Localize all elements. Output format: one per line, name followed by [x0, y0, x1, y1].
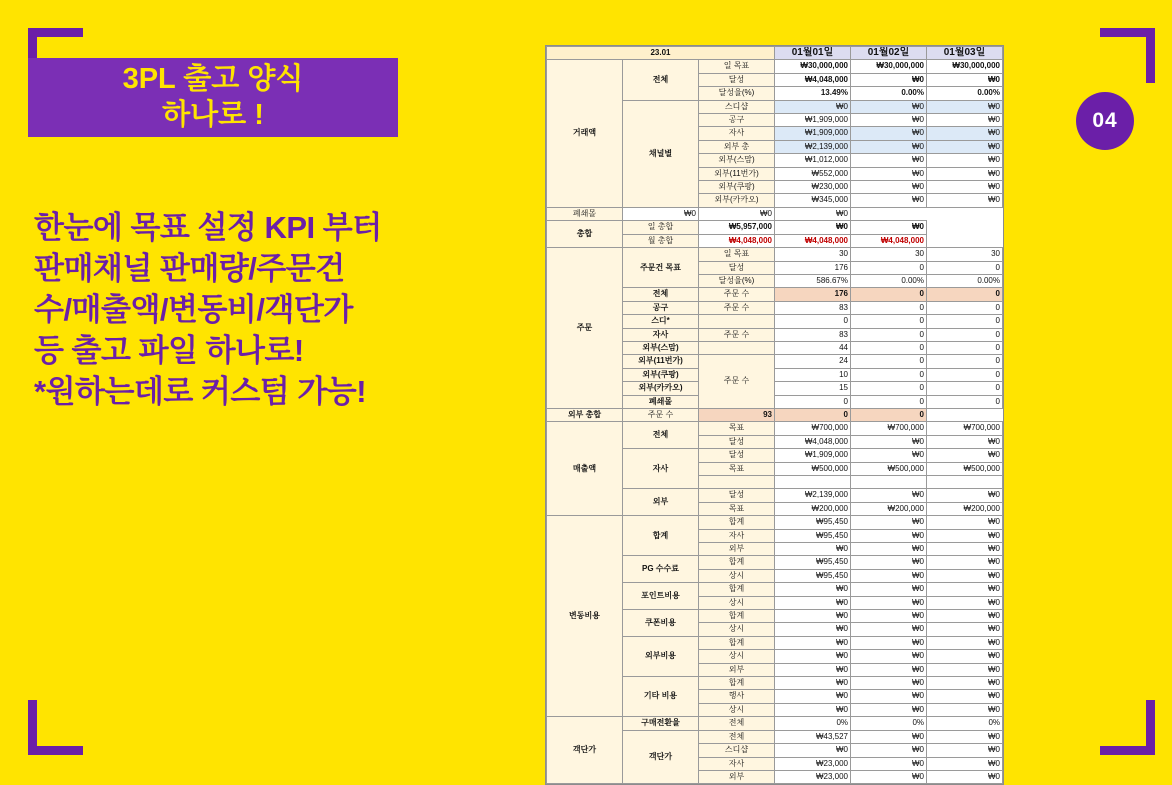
cell-value[interactable]: ₩0 — [927, 636, 1003, 649]
row-item-label: 외부(카카오) — [699, 194, 775, 207]
row-item-label — [699, 315, 775, 328]
cell-value[interactable]: ₩23,000 — [775, 770, 851, 783]
cell-value[interactable]: 0 — [851, 368, 927, 381]
row-subcategory: 채널별 — [623, 100, 699, 207]
row-item-label: 합계 — [699, 677, 775, 690]
row-item-label: 스디샵 — [699, 744, 775, 757]
row-item-label: 공구 — [699, 114, 775, 127]
cell-value[interactable]: ₩0 — [927, 114, 1003, 127]
subtitle-block — [34, 208, 514, 413]
cell-value[interactable]: ₩200,000 — [851, 502, 927, 515]
cell-value[interactable]: ₩0 — [927, 154, 1003, 167]
cell-value[interactable]: 0 — [851, 288, 927, 301]
cell-value[interactable]: ₩0 — [927, 583, 1003, 596]
cell-value[interactable]: 0 — [851, 261, 927, 274]
title-line-1: 3PL 출고 양식 — [122, 63, 304, 96]
cell-value[interactable]: ₩0 — [851, 610, 927, 623]
cell-value[interactable]: 0 — [927, 301, 1003, 314]
cell-value[interactable]: ₩500,000 — [775, 462, 851, 475]
cell-value[interactable]: ₩23,000 — [775, 757, 851, 770]
cell-value[interactable]: 0 — [851, 395, 927, 408]
subtitle-line-2: 판매채널 판매량/주문건 — [34, 250, 345, 286]
cell-value[interactable]: ₩500,000 — [927, 462, 1003, 475]
row-item-label: 외부 — [699, 543, 775, 556]
cell-value[interactable]: ₩0 — [927, 489, 1003, 502]
cell-value[interactable]: ₩30,000,000 — [775, 60, 851, 73]
cell-value[interactable]: ₩0 — [775, 703, 851, 716]
row-item-label: 주문 수 — [699, 355, 775, 409]
row-subcategory: 기타 비용 — [623, 677, 699, 717]
cell-value[interactable]: ₩0 — [851, 690, 927, 703]
cell-value[interactable]: 0 — [851, 341, 927, 354]
cell-value[interactable] — [927, 476, 1003, 489]
subtitle-line-5: *원하는데로 커스텀 가능! — [34, 373, 367, 409]
cell-value[interactable]: ₩0 — [927, 449, 1003, 462]
cell-value[interactable]: ₩95,450 — [775, 556, 851, 569]
row-item-label: 자사 — [699, 127, 775, 140]
cell-value[interactable]: 0 — [775, 395, 851, 408]
cell-value[interactable]: 0 — [927, 315, 1003, 328]
cell-value[interactable]: ₩0 — [927, 543, 1003, 556]
row-item-label: 외부(쿠팡) — [699, 181, 775, 194]
row-subcategory: 자사 — [623, 449, 699, 489]
corner-bracket-top-right — [1100, 28, 1155, 83]
cell-value[interactable]: 10 — [775, 368, 851, 381]
cell-value[interactable]: 0.00% — [927, 274, 1003, 287]
subtitle-line-3: 수/매출액/변동비/객단가 — [34, 291, 353, 327]
cell-value[interactable]: ₩0 — [927, 100, 1003, 113]
row-item-label: 전체 — [699, 717, 775, 730]
cell-value[interactable]: ₩0 — [927, 677, 1003, 690]
cell-value[interactable]: ₩0 — [851, 556, 927, 569]
cell-value[interactable]: 0 — [927, 382, 1003, 395]
cell-value[interactable]: ₩0 — [851, 489, 927, 502]
cell-value[interactable]: ₩200,000 — [775, 502, 851, 515]
cell-value[interactable]: 0 — [851, 315, 927, 328]
cell-value[interactable]: ₩4,048,000 — [775, 234, 851, 247]
row-item-label: 전체 — [699, 730, 775, 743]
cell-value[interactable]: ₩30,000,000 — [927, 60, 1003, 73]
row-item-label: 달성 — [699, 261, 775, 274]
cell-value[interactable]: ₩5,957,000 — [699, 221, 775, 234]
row-item-label: 일 목표 — [699, 60, 775, 73]
cell-value[interactable]: ₩95,450 — [775, 569, 851, 582]
cell-value[interactable]: ₩1,909,000 — [775, 449, 851, 462]
row-category: 매출액 — [547, 422, 623, 516]
cell-value[interactable]: ₩0 — [927, 650, 1003, 663]
row-item-label: 달성 — [699, 449, 775, 462]
title-box — [28, 58, 398, 137]
row-item-label: 달성 — [699, 489, 775, 502]
row-item-label — [699, 476, 775, 489]
cell-value[interactable]: ₩4,048,000 — [775, 73, 851, 86]
cell-value[interactable]: 0 — [927, 368, 1003, 381]
table-row — [547, 60, 1003, 73]
cell-value[interactable]: ₩0 — [927, 703, 1003, 716]
row-subcategory: 포인트비용 — [623, 583, 699, 610]
cell-value[interactable]: ₩4,048,000 — [775, 435, 851, 448]
cell-value[interactable]: ₩1,909,000 — [775, 127, 851, 140]
title-line-2: 하나로 ! — [162, 98, 264, 131]
row-item-label: 합계 — [699, 516, 775, 529]
table-row — [547, 516, 1003, 529]
cell-value[interactable]: ₩0 — [775, 543, 851, 556]
cell-value[interactable]: 0 — [927, 328, 1003, 341]
page-number-badge: 04 — [1076, 92, 1134, 150]
cell-value[interactable]: ₩0 — [851, 677, 927, 690]
cell-value[interactable]: ₩700,000 — [775, 422, 851, 435]
row-subcategory: 스디* — [623, 315, 699, 328]
row-subcategory: 외부 — [623, 489, 699, 516]
cell-value[interactable]: ₩0 — [927, 690, 1003, 703]
cell-value[interactable]: ₩0 — [927, 73, 1003, 86]
cell-value[interactable]: ₩0 — [851, 73, 927, 86]
row-subcategory: 총합 — [547, 221, 623, 248]
table-row — [547, 221, 1003, 234]
cell-value[interactable]: ₩0 — [851, 516, 927, 529]
cell-value[interactable]: ₩30,000,000 — [851, 60, 927, 73]
cell-value[interactable]: 176 — [775, 288, 851, 301]
cell-value[interactable]: ₩0 — [851, 744, 927, 757]
cell-value[interactable]: ₩0 — [851, 583, 927, 596]
row-subcategory: 전체 — [623, 422, 699, 449]
cell-value[interactable]: ₩0 — [851, 569, 927, 582]
kpi-spreadsheet — [545, 45, 1004, 785]
cell-value[interactable]: ₩0 — [851, 221, 927, 234]
column-header-day-2: 01월02일 — [851, 47, 927, 60]
row-item-label: 합계 — [699, 556, 775, 569]
row-item-label: 주문 수 — [699, 288, 775, 301]
row-item-label: 합계 — [699, 583, 775, 596]
cell-value[interactable]: ₩345,000 — [775, 194, 851, 207]
cell-value[interactable]: ₩0 — [775, 610, 851, 623]
cell-value[interactable]: ₩0 — [927, 516, 1003, 529]
cell-value[interactable]: ₩43,527 — [775, 730, 851, 743]
table-row — [547, 717, 1003, 730]
cell-value[interactable]: ₩1,909,000 — [775, 114, 851, 127]
row-subcategory: 폐쇄몰 — [623, 395, 699, 408]
cell-value[interactable]: 30 — [927, 248, 1003, 261]
row-item-label — [699, 341, 775, 354]
cell-value[interactable]: 0.00% — [851, 87, 927, 100]
cell-value[interactable]: 83 — [775, 328, 851, 341]
cell-value[interactable]: 0 — [927, 341, 1003, 354]
cell-value[interactable]: ₩0 — [927, 610, 1003, 623]
cell-value[interactable]: 93 — [699, 408, 775, 421]
cell-value[interactable]: ₩0 — [623, 207, 699, 220]
table-header-row — [547, 47, 1003, 60]
row-item-label: 외부(11번가) — [699, 167, 775, 180]
row-item-label: 상시 — [699, 596, 775, 609]
cell-value[interactable]: ₩0 — [851, 529, 927, 542]
row-item-label: 폐쇄몰 — [547, 207, 623, 220]
cell-value[interactable]: ₩0 — [927, 529, 1003, 542]
cell-value[interactable]: ₩200,000 — [927, 502, 1003, 515]
cell-value[interactable]: 0 — [927, 395, 1003, 408]
cell-value[interactable]: ₩0 — [851, 543, 927, 556]
row-subcategory: PG 수수료 — [623, 556, 699, 583]
cell-value[interactable]: 13.49% — [775, 87, 851, 100]
cell-value[interactable]: ₩0 — [927, 127, 1003, 140]
cell-value[interactable]: ₩0 — [927, 623, 1003, 636]
cell-value[interactable]: ₩0 — [851, 663, 927, 676]
corner-bracket-bottom-left — [28, 700, 83, 755]
cell-value[interactable]: ₩0 — [699, 207, 775, 220]
cell-value[interactable]: ₩0 — [851, 194, 927, 207]
cell-value[interactable]: ₩95,450 — [775, 529, 851, 542]
cell-value[interactable]: ₩230,000 — [775, 181, 851, 194]
cell-value[interactable]: ₩0 — [851, 100, 927, 113]
row-subcategory: 자사 — [623, 328, 699, 341]
cell-value[interactable]: 0 — [851, 382, 927, 395]
row-subcategory: 외부(스맘) — [623, 341, 699, 354]
cell-value[interactable]: ₩0 — [851, 703, 927, 716]
row-item-label: 외부 — [699, 663, 775, 676]
cell-value[interactable]: ₩0 — [927, 435, 1003, 448]
cell-value[interactable]: ₩0 — [927, 770, 1003, 783]
cell-value[interactable]: 176 — [775, 261, 851, 274]
cell-value[interactable]: ₩0 — [775, 221, 851, 234]
cell-value[interactable]: ₩700,000 — [851, 422, 927, 435]
cell-value[interactable]: 0 — [851, 301, 927, 314]
row-subcategory: 전체 — [623, 60, 699, 100]
cell-value[interactable]: ₩0 — [775, 690, 851, 703]
row-item-label: 외부(스맘) — [699, 154, 775, 167]
row-item-label: 스디샵 — [699, 100, 775, 113]
kpi-table — [546, 46, 1003, 784]
cell-value[interactable]: ₩0 — [851, 770, 927, 783]
cell-value[interactable]: ₩0 — [927, 194, 1003, 207]
subtitle-line-4: 등 출고 파일 하나로! — [34, 332, 304, 368]
table-row — [547, 422, 1003, 435]
cell-value[interactable]: ₩0 — [851, 650, 927, 663]
cell-value[interactable]: ₩0 — [775, 744, 851, 757]
row-item-label: 주문 수 — [699, 328, 775, 341]
row-item-label: 달성 — [699, 435, 775, 448]
cell-value[interactable]: ₩0 — [927, 140, 1003, 153]
cell-value[interactable]: 0.00% — [927, 87, 1003, 100]
cell-value[interactable]: ₩0 — [851, 154, 927, 167]
cell-value[interactable]: 0 — [851, 408, 927, 421]
cell-value[interactable]: 0% — [851, 717, 927, 730]
cell-value[interactable]: ₩0 — [927, 744, 1003, 757]
row-item-label: 상시 — [699, 703, 775, 716]
cell-value[interactable]: ₩0 — [927, 663, 1003, 676]
cell-value[interactable]: ₩0 — [775, 663, 851, 676]
row-item-label: 목표 — [699, 422, 775, 435]
cell-value[interactable]: ₩0 — [851, 757, 927, 770]
row-item-label: 합계 — [699, 610, 775, 623]
cell-value[interactable] — [775, 476, 851, 489]
cell-value[interactable]: ₩0 — [851, 114, 927, 127]
row-item-label: 합계 — [699, 636, 775, 649]
cell-value[interactable]: 83 — [775, 301, 851, 314]
cell-value[interactable]: ₩2,139,000 — [775, 489, 851, 502]
cell-value[interactable]: ₩0 — [927, 556, 1003, 569]
cell-value[interactable]: ₩700,000 — [927, 422, 1003, 435]
cell-value[interactable] — [851, 476, 927, 489]
cell-value[interactable]: 0 — [775, 408, 851, 421]
row-category: 거래액 — [547, 60, 623, 207]
row-category: 변동비용 — [547, 516, 623, 717]
cell-value[interactable]: ₩500,000 — [851, 462, 927, 475]
column-header-day-3: 01월03일 — [927, 47, 1003, 60]
table-row — [547, 248, 1003, 261]
cell-value[interactable]: ₩0 — [851, 167, 927, 180]
cell-value[interactable]: ₩552,000 — [775, 167, 851, 180]
row-category: 주문 — [547, 248, 623, 409]
row-subcategory: 외부(카카오) — [623, 382, 699, 395]
cell-value[interactable]: ₩0 — [851, 127, 927, 140]
row-item-label: 주문 수 — [623, 408, 699, 421]
cell-value[interactable]: ₩0 — [927, 596, 1003, 609]
cell-value[interactable]: 15 — [775, 382, 851, 395]
cell-value[interactable]: ₩0 — [851, 623, 927, 636]
row-item-label: 행사 — [699, 690, 775, 703]
cell-value[interactable]: ₩0 — [775, 207, 851, 220]
row-subcategory: 공구 — [623, 301, 699, 314]
row-item-label: 자사 — [699, 757, 775, 770]
cell-value[interactable]: ₩0 — [851, 449, 927, 462]
cell-value[interactable]: ₩0 — [775, 100, 851, 113]
cell-value[interactable]: ₩0 — [775, 623, 851, 636]
cell-value[interactable]: ₩95,450 — [775, 516, 851, 529]
table-row — [547, 408, 1003, 421]
cell-value[interactable]: 0 — [927, 288, 1003, 301]
cell-value[interactable]: 0% — [927, 717, 1003, 730]
cell-value[interactable]: ₩0 — [775, 677, 851, 690]
row-item-label: 자사 — [699, 529, 775, 542]
row-subcategory: 합계 — [623, 516, 699, 556]
cell-value[interactable]: ₩1,012,000 — [775, 154, 851, 167]
cell-value[interactable]: 586.67% — [775, 274, 851, 287]
row-category: 객단가 — [547, 717, 623, 784]
row-subcategory: 쿠폰비용 — [623, 610, 699, 637]
corner-bracket-bottom-right — [1100, 700, 1155, 755]
cell-value[interactable]: ₩0 — [927, 181, 1003, 194]
cell-value[interactable]: ₩0 — [927, 569, 1003, 582]
subtitle-line-1: 한눈에 목표 설정 KPI 부터 — [34, 210, 382, 245]
cell-value[interactable]: ₩4,048,000 — [851, 234, 927, 247]
cell-value[interactable]: ₩0 — [927, 730, 1003, 743]
row-item-label: 목표 — [699, 462, 775, 475]
cell-value[interactable]: 44 — [775, 341, 851, 354]
row-item-label: 일 총합 — [623, 221, 699, 234]
cell-value[interactable]: 30 — [775, 248, 851, 261]
cell-value[interactable]: ₩0 — [775, 650, 851, 663]
cell-value[interactable]: ₩4,048,000 — [699, 234, 775, 247]
cell-value[interactable]: ₩0 — [851, 636, 927, 649]
row-item-label: 주문 수 — [699, 301, 775, 314]
row-subcategory: 전체 — [623, 288, 699, 301]
cell-value[interactable]: ₩0 — [851, 730, 927, 743]
cell-value[interactable]: ₩0 — [927, 757, 1003, 770]
row-subcategory: 객단가 — [623, 730, 699, 784]
cell-value[interactable]: ₩0 — [775, 636, 851, 649]
row-item-label: 달성율(%) — [699, 87, 775, 100]
cell-value[interactable]: ₩0 — [927, 167, 1003, 180]
row-item-label: 달성 — [699, 73, 775, 86]
cell-value[interactable]: ₩0 — [851, 596, 927, 609]
cell-value[interactable]: ₩0 — [851, 140, 927, 153]
cell-value[interactable]: ₩0 — [775, 596, 851, 609]
cell-value[interactable]: 0 — [927, 355, 1003, 368]
row-item-label: 상시 — [699, 650, 775, 663]
row-item-label: 외부 — [699, 770, 775, 783]
row-subcategory: 외부비용 — [623, 636, 699, 676]
table-row — [547, 207, 1003, 220]
row-item-label: 월 총합 — [623, 234, 699, 247]
cell-value[interactable]: 0% — [775, 717, 851, 730]
row-subcategory: 구매전환율 — [623, 717, 699, 730]
cell-value[interactable]: 0 — [775, 315, 851, 328]
row-item-label: 외부 총 — [699, 140, 775, 153]
row-item-label: 달성율(%) — [699, 274, 775, 287]
row-item-label: 목표 — [699, 502, 775, 515]
cell-value[interactable]: 0 — [851, 328, 927, 341]
cell-value[interactable]: 30 — [851, 248, 927, 261]
cell-value[interactable]: 0 — [851, 355, 927, 368]
cell-value[interactable]: 0 — [927, 261, 1003, 274]
row-item-label: 상시 — [699, 623, 775, 636]
row-item-label: 일 목표 — [699, 248, 775, 261]
cell-value[interactable]: ₩0 — [775, 583, 851, 596]
cell-value[interactable]: 24 — [775, 355, 851, 368]
cell-value[interactable]: ₩0 — [851, 181, 927, 194]
cell-value[interactable]: 0.00% — [851, 274, 927, 287]
row-subcategory: 외부 총합 — [547, 408, 623, 421]
cell-value[interactable]: ₩0 — [851, 435, 927, 448]
column-header-day-1: 01월01일 — [775, 47, 851, 60]
header-corner-label: 23.01 — [547, 47, 775, 60]
row-subcategory: 외부(11번가) — [623, 355, 699, 368]
row-subcategory: 외부(쿠팡) — [623, 368, 699, 381]
row-subcategory: 주문건 목표 — [623, 248, 699, 288]
cell-value[interactable]: ₩2,139,000 — [775, 140, 851, 153]
row-item-label: 상시 — [699, 569, 775, 582]
